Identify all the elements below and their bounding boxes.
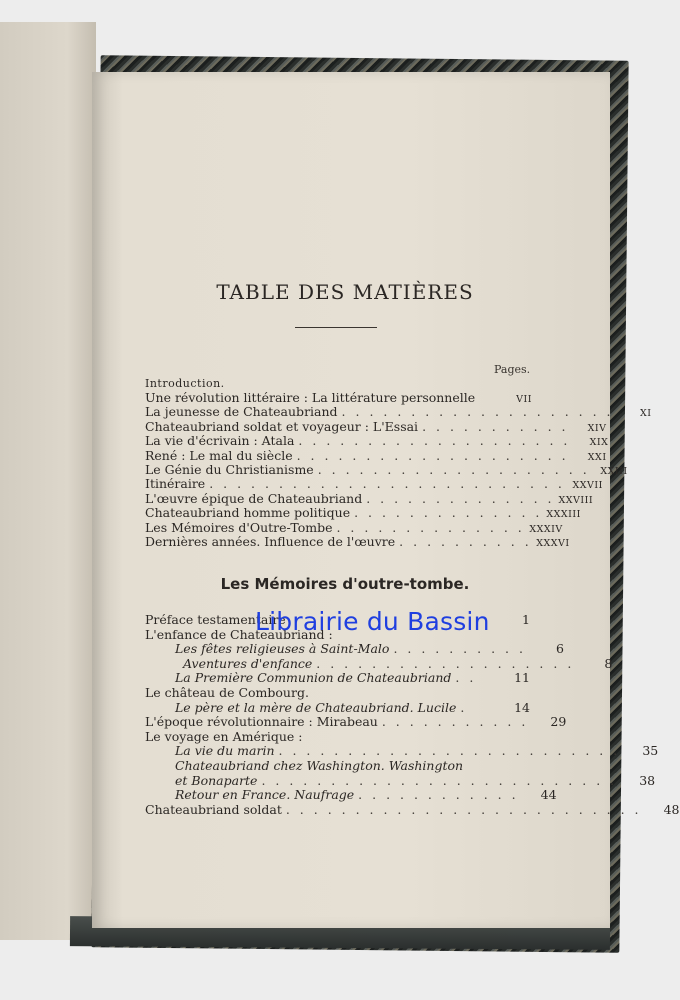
toc-row: L'époque révolutionnaire : Mirabeau . . . . . . . . . . . 29 (145, 714, 567, 730)
section-title: Les Mémoires d'outre-tombe. (220, 575, 470, 593)
introduction-heading: Introduction. (145, 377, 225, 390)
toc-row (145, 390, 532, 404)
toc-page: 8 (604, 655, 613, 671)
toc-label: La vie d'écrivain : Atala (145, 433, 295, 449)
toc-page: 1 (522, 612, 530, 627)
toc-page: XXVII (572, 480, 603, 492)
toc-label: La jeunesse de Chateaubriand (145, 404, 338, 420)
toc-label: Le château de Combourg. (145, 684, 309, 700)
toc-row: Chateaubriand soldat et voyageur : L'Essai . . . . . . . . . . . XIV (145, 418, 607, 434)
toc-page: XXI (587, 451, 607, 463)
toc-label: Le voyage en Amérique : (145, 728, 303, 744)
toc-page: 38 (639, 772, 656, 788)
memoires-toc (145, 612, 680, 817)
toc-page: XI (639, 408, 652, 420)
watermark-text: Librairie du Bassin (255, 607, 490, 636)
toc-label: Chateaubriand soldat et voyageur : L'Essai (145, 418, 419, 434)
toc-label: et Bonaparte (175, 772, 258, 788)
toc-label: Une révolution littéraire : La littérature personnelle (145, 390, 476, 405)
toc-page: 44 (540, 787, 557, 803)
toc-row (145, 685, 530, 700)
toc-row: Les fêtes religieuses à Saint-Malo . . . . . . . . . . 6 (175, 641, 564, 657)
toc-label: Préface testamentaire (145, 612, 286, 627)
toc-label: L'enfance de Chateaubriand : (145, 626, 333, 642)
toc-label: Les fêtes religieuses à Saint-Malo (175, 641, 390, 657)
toc-label: Chateaubriand chez Washington. Washington (175, 757, 464, 773)
toc-label: Dernières années. Influence de l'œuvre (145, 533, 396, 549)
toc-row: Le père et la mère de Chateaubriand. Lucile . 14 (175, 699, 530, 715)
toc-label: Chateaubriand homme politique (145, 505, 351, 521)
toc-row: Chateaubriand soldat . . . . . . . . . . . . . . . . . . . . . . . . . . 48 (145, 801, 680, 817)
toc-label: Le Génie du Christianisme (145, 461, 314, 477)
toc-label: Le père et la mère de Chateaubriand. Lucile (175, 699, 457, 715)
toc-label: L'œuvre épique de Chateaubriand (145, 490, 363, 506)
toc-label: Itinéraire (145, 476, 206, 492)
toc-row (145, 758, 530, 773)
introduction-toc (145, 390, 652, 549)
toc-row: et Bonaparte . . . . . . . . . . . . . . . . . . . . . . . . . . 38 (175, 772, 656, 788)
toc-page: XIX (589, 437, 609, 449)
toc-label: La Première Communion de Chateaubriand (175, 670, 452, 686)
toc-label: Aventures d'enfance (183, 655, 313, 671)
toc-page: 48 (663, 801, 680, 817)
toc-row: La vie d'écrivain : Atala . . . . . . . . . . . . . . . . . . . . XIX (145, 433, 609, 449)
toc-row: La Première Communion de Chateaubriand . . 11 (175, 670, 530, 686)
toc-page: 11 (514, 670, 530, 686)
toc-label: Les Mémoires d'Outre-Tombe (145, 519, 333, 535)
toc-row (145, 729, 530, 744)
toc-page: XXXVI (536, 537, 570, 549)
toc-page: 14 (514, 699, 530, 715)
toc-label: René : Le mal du siècle (145, 447, 293, 463)
toc-label: La vie du marin (175, 743, 275, 759)
pages-column-label: Pages. (494, 363, 531, 376)
toc-row: Le Génie du Christianisme . . . . . . . . . . . . . . . . . . . . XXIII (145, 461, 628, 477)
toc-row: Les Mémoires d'Outre-Tombe . . . . . . . . . . . . . . XXXIV (145, 519, 563, 535)
toc-row: René : Le mal du siècle . . . . . . . . . . . . . . . . . . . . XXI (145, 447, 607, 463)
toc-label: Chateaubriand soldat (145, 801, 282, 817)
toc-label: L'époque révolutionnaire : Mirabeau (145, 714, 378, 730)
toc-page: XIV (587, 422, 607, 434)
toc-row: Chateaubriand homme politique . . . . . . . . . . . . . . XXXIII (145, 505, 581, 521)
toc-page: XXXIII (546, 509, 581, 521)
toc-row: Retour en France. Naufrage . . . . . . . . . . . . 44 (175, 787, 557, 803)
title-rule (295, 327, 377, 328)
toc-row: Dernières années. Influence de l'œuvre . . . . . . . . . . XXXVI (145, 533, 570, 549)
toc-page: XXVIII (558, 494, 594, 506)
left-page (0, 22, 96, 940)
toc-label: Retour en France. Naufrage (175, 787, 355, 803)
toc-page: XXXIV (529, 523, 563, 535)
toc-row: La vie du marin . . . . . . . . . . . . . . . . . . . . . . . . . 35 (175, 743, 659, 759)
toc-row: Aventures d'enfance . . . . . . . . . . . . . . . . . . . 8 (183, 655, 613, 671)
toc-page: 29 (550, 714, 567, 730)
toc-page: 6 (556, 641, 564, 657)
toc-page: XXIII (600, 465, 628, 477)
toc-page: 35 (642, 743, 659, 759)
toc-row: Itinéraire . . . . . . . . . . . . . . . . . . . . . . . . . . XXVII (145, 476, 603, 492)
page-title: TABLE DES MATIÈRES (216, 280, 474, 304)
toc-row: La jeunesse de Chateaubriand . . . . . . . . . . . . . . . . . . . . XI (145, 404, 652, 420)
toc-row: L'œuvre épique de Chateaubriand . . . . . . . . . . . . . . XXVIII (145, 490, 594, 506)
toc-page: VII (516, 394, 532, 405)
